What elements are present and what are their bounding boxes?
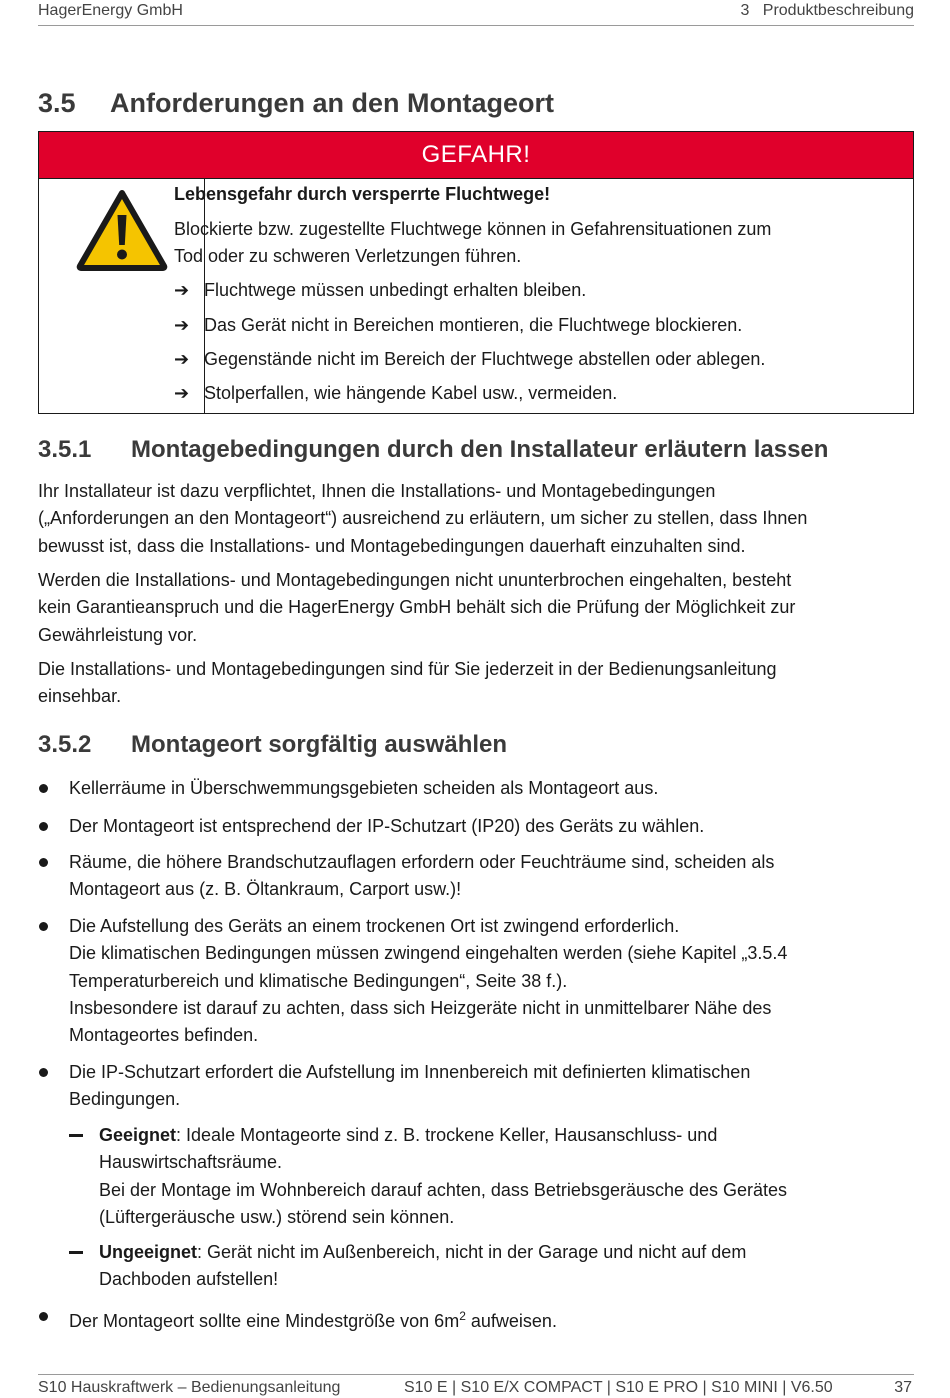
paragraph: Werden die Installations- und Montagebedingungen nicht ununterbrochen eingehalten, besteht kein Garantieanspruch und die HagerEnergy GmbH behält sich die Prüfung der Möglichkeit zur Gewährleistung vor. bbox=[38, 570, 796, 645]
danger-label: GEFAHR! bbox=[39, 132, 913, 178]
subsection-heading: Montageort sorgfältig auswählen bbox=[131, 731, 508, 758]
bullet-icon bbox=[39, 922, 48, 931]
chapter-title: Produktbeschreibung bbox=[762, 2, 914, 19]
page-number: 37 bbox=[894, 1379, 912, 1396]
company-name: HagerEnergy GmbH bbox=[38, 2, 183, 19]
section-title bbox=[38, 88, 554, 119]
chapter-number: 3 bbox=[740, 2, 750, 19]
section-heading: Anforderungen an den Montageort bbox=[110, 88, 554, 118]
dash-icon bbox=[69, 1134, 83, 1137]
arrow-right-icon: ➔ bbox=[174, 315, 190, 335]
arrow-right-icon: ➔ bbox=[174, 349, 190, 369]
section-number: 3.5 bbox=[38, 88, 76, 118]
warning-triangle-icon bbox=[76, 189, 168, 271]
warning-headline: Lebensgefahr durch versperrte Fluchtwege! bbox=[174, 184, 551, 204]
bullet-icon bbox=[39, 784, 48, 793]
dash-icon bbox=[69, 1251, 83, 1254]
manual-title: S10 Hauskraftwerk – Bedienungsanleitung bbox=[38, 1379, 341, 1396]
bullet-icon bbox=[39, 858, 48, 867]
subsection-title bbox=[38, 436, 828, 464]
bullet-icon bbox=[39, 1068, 48, 1077]
subsection-title bbox=[38, 731, 507, 759]
warning-instruction: ➔ Stolperfallen, wie hängende Kabel usw., vermeiden. bbox=[174, 380, 617, 407]
warning-description-line: Blockierte bzw. zugestellte Fluchtwege können in Gefahrensituationen zum bbox=[174, 219, 772, 239]
subsection-number: 3.5.2 bbox=[38, 731, 92, 758]
warning-instruction: ➔ Gegenstände nicht im Bereich der Fluchtwege abstellen oder ablegen. bbox=[174, 346, 765, 373]
warning-instruction: ➔ Das Gerät nicht in Bereichen montieren, die Fluchtwege blockieren. bbox=[174, 312, 742, 339]
warning-instruction: ➔ Fluchtwege müssen unbedingt erhalten bleiben. bbox=[174, 277, 586, 304]
bullet-icon bbox=[39, 1312, 48, 1321]
page-footer bbox=[38, 1374, 914, 1398]
model-list: S10 E | S10 E/X COMPACT | S10 E PRO | S10 MINI | V6.50 bbox=[404, 1379, 833, 1396]
warning-description-line: Tod oder zu schweren Verletzungen führen. bbox=[174, 246, 522, 266]
page-header bbox=[38, 0, 914, 26]
paragraph: Die Installations- und Montagebedingungen sind für Sie jederzeit in der Bedienungsanleitung einsehbar. bbox=[38, 659, 777, 707]
subsection-number: 3.5.1 bbox=[38, 436, 92, 463]
bullet-icon bbox=[39, 822, 48, 831]
subsection-heading: Montagebedingungen durch den Installateur erläutern lassen bbox=[131, 436, 829, 463]
paragraph: Ihr Installateur ist dazu verpflichtet, Ihnen die Installations- und Montagebedingungen („Anforderungen an den Montageort“) ausreichend zu erläutern, um sicher zu stellen, dass Ihnen bewusst ist, dass die Installations- und Montagebedingungen dauerhaft einzuhalten sind. bbox=[38, 481, 808, 556]
arrow-right-icon: ➔ bbox=[174, 280, 190, 300]
chapter-ref bbox=[741, 2, 914, 20]
arrow-right-icon: ➔ bbox=[174, 383, 190, 403]
